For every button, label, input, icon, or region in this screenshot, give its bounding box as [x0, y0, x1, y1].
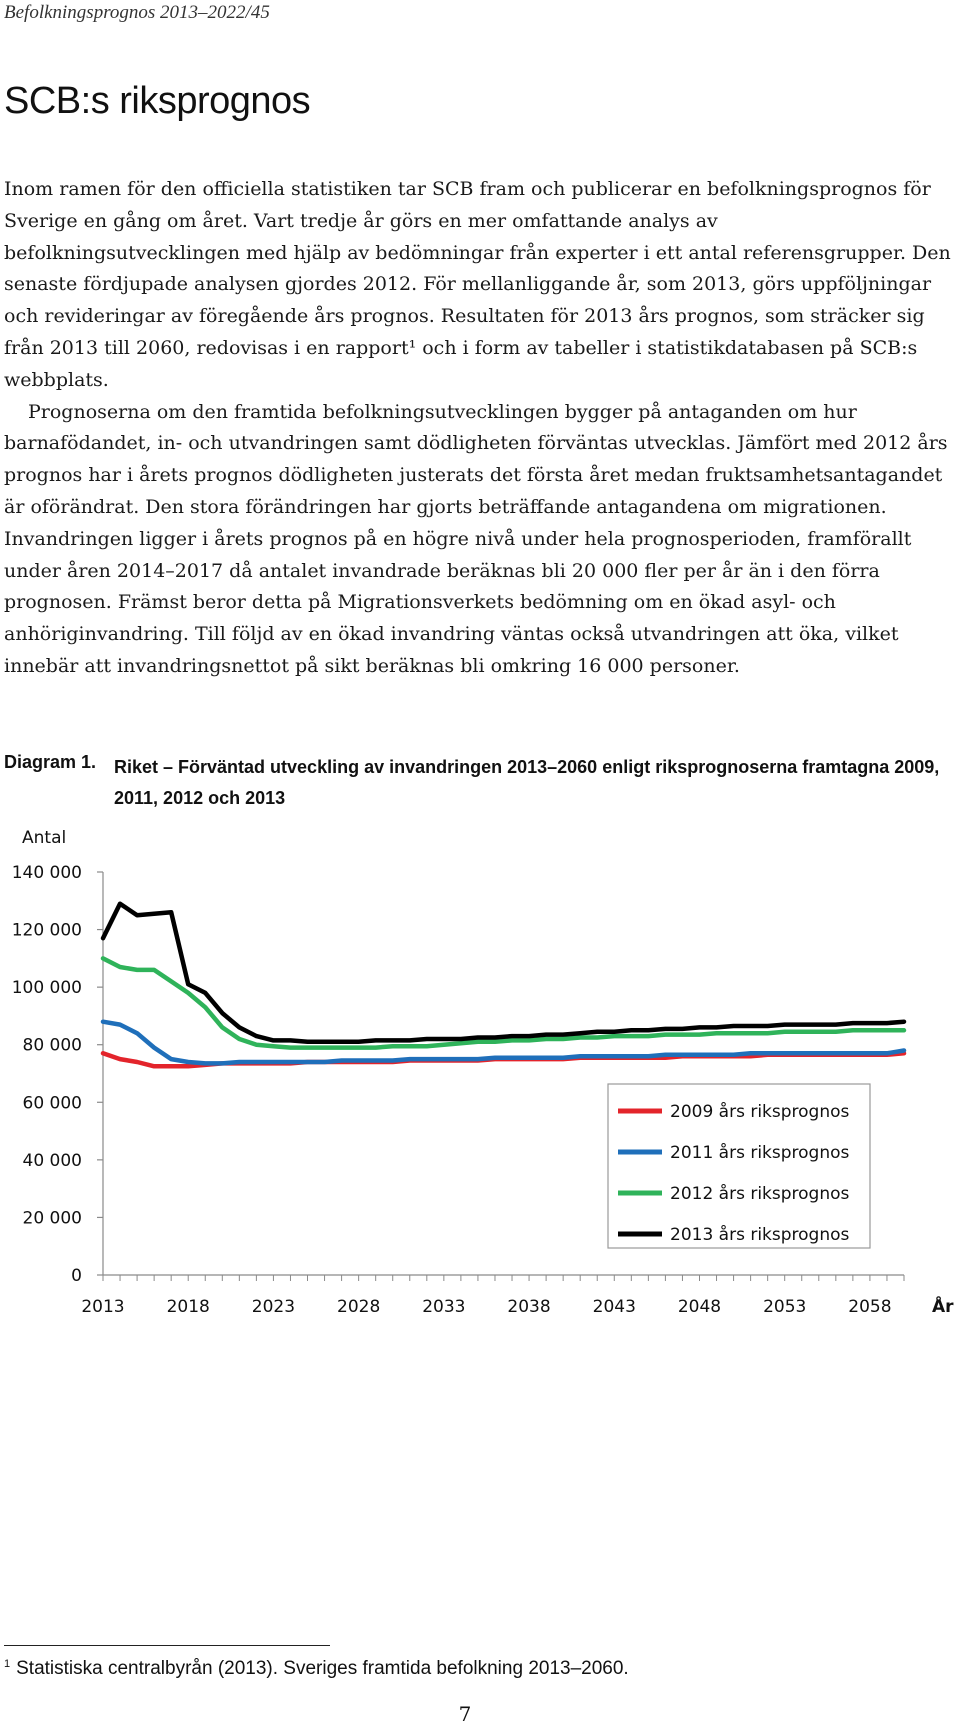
x-tick-label: 2033 [422, 1297, 466, 1317]
series-lines [103, 904, 904, 1067]
x-tick-label: 2058 [848, 1297, 892, 1317]
x-tick-label: 2048 [677, 1297, 722, 1317]
x-tick-labels [81, 1275, 904, 1317]
x-axis-label: År [932, 1297, 954, 1317]
diagram-title: Riket – Förväntad utveckling av invandringen 2013–2060 enligt riksprognoserna framtagna 2009, 2011, 2012 och 2013 [114, 757, 940, 808]
immigration-line-chart [0, 820, 960, 1320]
body-text [4, 174, 956, 683]
diagram-label: Diagram 1. [4, 752, 97, 772]
y-tick-label: 100 000 [11, 978, 82, 999]
x-tick-label: 2043 [592, 1297, 636, 1317]
paragraph-1: Inom ramen för den officiella statistiken tar SCB fram och publicerar en befolkningsprognos för Sverige en gång om året. Vart tredje år görs en mer omfattande analys av befolkningsutvecklingen med hjälp av bedömningar från experter i ett antal referensgrupper. Den senaste fördjupade analysen gjordes 2012. För mellanliggande år, som 2013, görs uppföljningar och revideringar av föregående års prognos. Resultaten för 2013 års prognos, som sträcker sig från 2013 till 2060, redovisas i en rapport¹ och i form av tabeller i statistikdatabasen på SCB:s webbplats. [4, 178, 951, 391]
footnote-text: Statistiska centralbyrån (2013). Sveriges framtida befolkning 2013–2060. [16, 1658, 629, 1679]
footnote-rule [4, 1645, 330, 1646]
x-tick-label: 2038 [507, 1297, 551, 1317]
page-title: SCB:s riksprognos [4, 80, 311, 122]
x-tick-label: 2013 [81, 1297, 125, 1317]
x-tick-label: 2028 [337, 1297, 381, 1317]
legend-label-1: 2009 års riksprognos [670, 1102, 850, 1122]
running-head: Befolkningsprognos 2013–2022/45 [4, 2, 270, 23]
y-tick-label: 80 000 [22, 1035, 82, 1056]
y-tick-label: 0 [71, 1266, 82, 1286]
page-number: 7 [458, 1702, 472, 1726]
x-tick-label: 2053 [763, 1297, 807, 1317]
series-line-4 [103, 904, 904, 1042]
y-axis-label: Antal [22, 828, 67, 848]
legend-label-4: 2013 års riksprognos [670, 1225, 850, 1245]
series-line-3 [103, 958, 904, 1047]
y-tick-label: 40 000 [22, 1150, 82, 1171]
paragraph-2: Prognoserna om den framtida befolkningsutvecklingen bygger på antaganden om hur barnafödandet, in- och utvandringen samt dödligheten förväntas utvecklas. Jämfört med 2012 års prognos har i årets prognos dödligheten justerats det första året medan fruktsamhetsantagandet är oförändrat. Den stora förändringen har gjorts beträffande antagandena om migrationen. Invandringen ligger i årets prognos på en högre nivå under hela prognosperioden, framförallt under åren 2014–2017 då antalet invandrade beräknas bli 20 000 fler per år än i den förra prognosen. Främst beror detta på Migrationsverkets bedömning om en ökad asyl- och anhöriginvandring. Till följd av en ökad invandring väntas också utvandringen att öka, vilket innebär att invandringsnettot på sikt beräknas bli omkring 16 000 personer. [4, 400, 948, 677]
x-tick-label: 2023 [251, 1297, 296, 1317]
x-tick-label: 2018 [166, 1297, 210, 1317]
y-tick-label: 20 000 [22, 1208, 82, 1229]
y-tick-label: 120 000 [11, 920, 82, 941]
legend-label-2: 2011 års riksprognos [670, 1143, 850, 1163]
legend-label-3: 2012 års riksprognos [670, 1184, 850, 1204]
chart-legend [608, 1084, 870, 1248]
y-tick-label: 140 000 [11, 863, 82, 883]
y-tick-labels [12, 863, 103, 1286]
y-tick-label: 60 000 [22, 1093, 82, 1114]
footnote [4, 1658, 629, 1680]
footnote-marker: 1 [4, 1658, 11, 1670]
